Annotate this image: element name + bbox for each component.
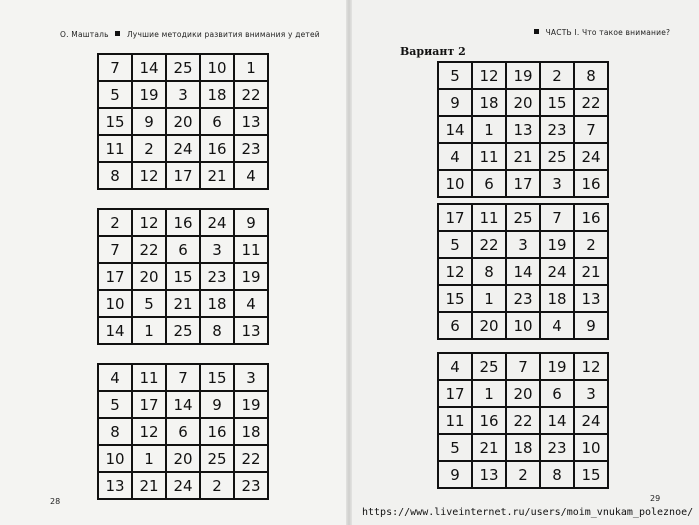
- table-cell: 6: [541, 381, 575, 408]
- table-left-3: [97, 363, 269, 500]
- table-cell: 19: [235, 264, 269, 291]
- table-cell: 6: [201, 109, 235, 136]
- table-cell: 5: [133, 291, 167, 318]
- table-cell: 1: [133, 318, 167, 345]
- table-cell: 14: [133, 55, 167, 82]
- table-cell: 18: [541, 286, 575, 313]
- table-cell: 19: [541, 354, 575, 381]
- table-cell: 15: [541, 90, 575, 117]
- table-cell: 12: [133, 163, 167, 190]
- table-cell: 25: [541, 144, 575, 171]
- table-cell: 14: [541, 408, 575, 435]
- table-cell: 1: [473, 286, 507, 313]
- table-cell: 21: [167, 291, 201, 318]
- table-cell: 16: [201, 136, 235, 163]
- table-cell: 24: [541, 259, 575, 286]
- table-cell: 25: [473, 354, 507, 381]
- table-cell: 21: [201, 163, 235, 190]
- table-cell: 15: [439, 286, 473, 313]
- running-header-left: [60, 30, 320, 39]
- table-cell: 11: [439, 408, 473, 435]
- table-cell: 12: [439, 259, 473, 286]
- table-cell: 20: [133, 264, 167, 291]
- table-cell: 17: [439, 205, 473, 232]
- source-url: https://www.liveinternet.ru/users/moim_vnukam_poleznoe/: [362, 507, 694, 518]
- table-cell: 8: [575, 63, 609, 90]
- table-cell: 22: [133, 237, 167, 264]
- table-cell: 10: [507, 313, 541, 340]
- page-number-right: 29: [650, 494, 661, 503]
- table-cell: 24: [201, 210, 235, 237]
- table-cell: 20: [507, 381, 541, 408]
- table-cell: 2: [507, 462, 541, 489]
- variant-heading: Вариант 2: [400, 45, 466, 58]
- table-cell: 25: [507, 205, 541, 232]
- table-cell: 25: [201, 446, 235, 473]
- table-cell: 11: [235, 237, 269, 264]
- table-cell: 4: [439, 144, 473, 171]
- table-cell: 19: [133, 82, 167, 109]
- table-left-2: [97, 208, 269, 345]
- table-cell: 10: [99, 291, 133, 318]
- table-cell: 13: [235, 109, 269, 136]
- table-cell: 10: [201, 55, 235, 82]
- table-cell: 3: [541, 171, 575, 198]
- table-cell: 7: [575, 117, 609, 144]
- table-cell: 17: [167, 163, 201, 190]
- table-cell: 5: [99, 392, 133, 419]
- table-cell: 16: [575, 205, 609, 232]
- table-cell: 7: [541, 205, 575, 232]
- table-cell: 23: [201, 264, 235, 291]
- table-cell: 12: [133, 419, 167, 446]
- table-cell: 2: [99, 210, 133, 237]
- table-cell: 9: [235, 210, 269, 237]
- table-cell: 2: [575, 232, 609, 259]
- table-cell: 21: [575, 259, 609, 286]
- table-cell: 23: [541, 435, 575, 462]
- table-cell: 6: [439, 313, 473, 340]
- square-bullet-icon: [115, 31, 120, 36]
- table-cell: 17: [99, 264, 133, 291]
- table-cell: 11: [99, 136, 133, 163]
- table-cell: 23: [507, 286, 541, 313]
- table-cell: 9: [575, 313, 609, 340]
- table-cell: 12: [133, 210, 167, 237]
- table-cell: 23: [235, 136, 269, 163]
- table-right-2: [437, 203, 609, 340]
- table-cell: 22: [473, 232, 507, 259]
- table-cell: 6: [167, 237, 201, 264]
- table-cell: 18: [235, 419, 269, 446]
- table-cell: 25: [167, 55, 201, 82]
- table-cell: 24: [575, 144, 609, 171]
- table-cell: 22: [507, 408, 541, 435]
- table-right-1: [437, 61, 609, 198]
- running-header-right: [530, 28, 670, 37]
- table-cell: 7: [99, 55, 133, 82]
- table-cell: 8: [201, 318, 235, 345]
- table-cell: 19: [541, 232, 575, 259]
- table-cell: 13: [473, 462, 507, 489]
- table-cell: 14: [99, 318, 133, 345]
- table-cell: 9: [439, 90, 473, 117]
- header-part-title: ЧАСТЬ I. Что такое внимание?: [545, 28, 671, 37]
- table-cell: 7: [99, 237, 133, 264]
- table-cell: 18: [507, 435, 541, 462]
- table-cell: 4: [439, 354, 473, 381]
- table-cell: 15: [575, 462, 609, 489]
- table-cell: 1: [235, 55, 269, 82]
- table-cell: 17: [439, 381, 473, 408]
- header-book-title: Лучшие методики развития внимания у детей: [126, 30, 320, 39]
- table-cell: 3: [235, 365, 269, 392]
- table-cell: 4: [99, 365, 133, 392]
- square-bullet-icon: [534, 29, 539, 34]
- table-cell: 11: [473, 144, 507, 171]
- table-cell: 12: [473, 63, 507, 90]
- table-cell: 15: [99, 109, 133, 136]
- table-cell: 23: [541, 117, 575, 144]
- table-left-1: [97, 53, 269, 190]
- table-cell: 21: [133, 473, 167, 500]
- table-cell: 21: [507, 144, 541, 171]
- table-cell: 25: [167, 318, 201, 345]
- table-cell: 21: [473, 435, 507, 462]
- table-cell: 7: [167, 365, 201, 392]
- table-cell: 20: [167, 109, 201, 136]
- table-cell: 9: [439, 462, 473, 489]
- table-cell: 22: [575, 90, 609, 117]
- table-cell: 19: [235, 392, 269, 419]
- table-cell: 19: [507, 63, 541, 90]
- table-cell: 15: [201, 365, 235, 392]
- table-cell: 8: [541, 462, 575, 489]
- table-cell: 24: [575, 408, 609, 435]
- book-spine: [346, 0, 352, 525]
- table-cell: 9: [133, 109, 167, 136]
- table-cell: 10: [439, 171, 473, 198]
- table-cell: 24: [167, 136, 201, 163]
- page-number-left: 28: [50, 497, 61, 506]
- table-cell: 13: [575, 286, 609, 313]
- table-cell: 13: [99, 473, 133, 500]
- table-cell: 8: [473, 259, 507, 286]
- table-cell: 5: [439, 63, 473, 90]
- table-cell: 14: [439, 117, 473, 144]
- table-cell: 20: [167, 446, 201, 473]
- table-cell: 16: [575, 171, 609, 198]
- table-cell: 22: [235, 82, 269, 109]
- table-cell: 14: [167, 392, 201, 419]
- table-cell: 8: [99, 163, 133, 190]
- table-cell: 3: [507, 232, 541, 259]
- table-cell: 6: [473, 171, 507, 198]
- table-cell: 22: [235, 446, 269, 473]
- table-cell: 2: [541, 63, 575, 90]
- table-cell: 13: [235, 318, 269, 345]
- table-cell: 3: [201, 237, 235, 264]
- table-cell: 18: [201, 291, 235, 318]
- table-cell: 16: [473, 408, 507, 435]
- table-cell: 15: [167, 264, 201, 291]
- table-cell: 3: [167, 82, 201, 109]
- table-cell: 20: [507, 90, 541, 117]
- table-cell: 12: [575, 354, 609, 381]
- table-cell: 24: [167, 473, 201, 500]
- table-cell: 4: [541, 313, 575, 340]
- table-cell: 16: [167, 210, 201, 237]
- table-cell: 9: [201, 392, 235, 419]
- table-cell: 14: [507, 259, 541, 286]
- table-cell: 17: [507, 171, 541, 198]
- table-cell: 3: [575, 381, 609, 408]
- table-cell: 11: [473, 205, 507, 232]
- table-cell: 16: [201, 419, 235, 446]
- table-cell: 10: [99, 446, 133, 473]
- table-cell: 20: [473, 313, 507, 340]
- table-cell: 7: [507, 354, 541, 381]
- table-cell: 6: [167, 419, 201, 446]
- table-cell: 10: [575, 435, 609, 462]
- table-cell: 18: [201, 82, 235, 109]
- table-cell: 2: [201, 473, 235, 500]
- table-cell: 5: [439, 232, 473, 259]
- table-cell: 23: [235, 473, 269, 500]
- header-author: О. Мaштaль: [60, 30, 109, 39]
- table-cell: 1: [133, 446, 167, 473]
- table-cell: 17: [133, 392, 167, 419]
- table-cell: 2: [133, 136, 167, 163]
- table-cell: 11: [133, 365, 167, 392]
- table-cell: 4: [235, 163, 269, 190]
- table-cell: 8: [99, 419, 133, 446]
- table-cell: 5: [439, 435, 473, 462]
- table-cell: 1: [473, 117, 507, 144]
- table-cell: 18: [473, 90, 507, 117]
- table-cell: 1: [473, 381, 507, 408]
- table-cell: 13: [507, 117, 541, 144]
- table-right-3: [437, 352, 609, 489]
- table-cell: 5: [99, 82, 133, 109]
- table-cell: 4: [235, 291, 269, 318]
